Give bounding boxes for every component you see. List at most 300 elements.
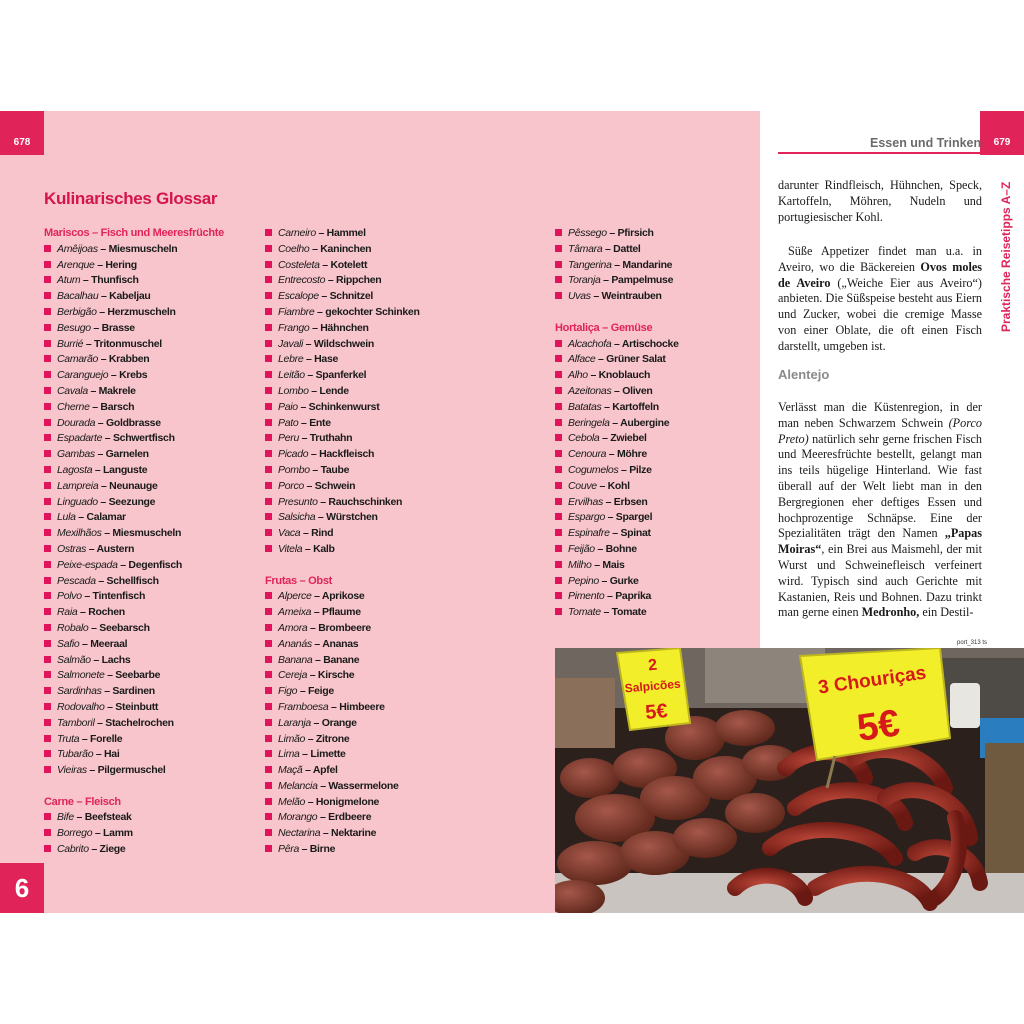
glossary-entry xyxy=(44,716,264,732)
portuguese-term: Paio xyxy=(278,400,298,413)
german-translation: Mandarine xyxy=(622,258,673,271)
portuguese-term: Berbigão xyxy=(57,305,97,318)
entry-dash: – xyxy=(298,416,310,429)
entry-dash: – xyxy=(108,369,120,382)
glossary-entry xyxy=(44,763,264,779)
para3-text-e: , ein Brei aus Maismehl, der mit Wurst und Schweinefleisch verfeinert wird. Typisch sind auch Gerichte mit Kastanien, Reis und Bohnen. Dazu trinkt man gerne einen xyxy=(778,542,982,620)
square-bullet-icon xyxy=(265,434,272,441)
square-bullet-icon xyxy=(555,387,562,394)
entry-dash: – xyxy=(605,511,616,524)
portuguese-term: Cogumelos xyxy=(568,463,619,476)
entry-dash: – xyxy=(611,337,622,350)
portuguese-term: Vitela xyxy=(278,542,303,555)
portuguese-term: Espinafre xyxy=(568,527,610,540)
square-bullet-icon xyxy=(44,245,51,252)
german-translation: Honigmelone xyxy=(315,795,380,808)
square-bullet-icon xyxy=(265,545,272,552)
entry-dash: – xyxy=(94,258,106,271)
entry-dash: – xyxy=(606,448,617,461)
glossary-entry xyxy=(265,258,485,274)
glossary-entry xyxy=(555,352,775,368)
portuguese-term: Tamboril xyxy=(57,716,95,729)
entry-dash: – xyxy=(90,653,102,666)
glossary-entry xyxy=(265,337,485,353)
portuguese-term: Salsicha xyxy=(278,511,316,524)
entry-dash: – xyxy=(98,479,110,492)
entry-dash: – xyxy=(305,795,316,808)
square-bullet-icon xyxy=(265,387,272,394)
entry-dash: – xyxy=(600,606,612,619)
portuguese-term: Amora xyxy=(278,621,308,634)
paragraph-3 xyxy=(778,400,982,621)
glossary-entry xyxy=(555,463,775,479)
german-translation: Lamm xyxy=(103,827,133,840)
glossary-entry xyxy=(265,700,485,716)
square-bullet-icon xyxy=(265,403,272,410)
para2-text-c: („Weiche Eier aus Aveiro“) anbieten. Die Süßspeise besteht aus Eiern und Zucker, wobei die cremige Masse von einer Oblate, die oft einen Fisch darstellt, umgeben ist. xyxy=(778,275,982,353)
portuguese-term: Melancia xyxy=(278,779,318,792)
portuguese-term: Borrego xyxy=(57,827,93,840)
running-header-title: Essen und Trinken xyxy=(870,136,982,150)
glossary-entry xyxy=(265,795,485,811)
glossary-entry xyxy=(44,700,264,716)
entry-dash: – xyxy=(101,527,113,540)
glossary-entry xyxy=(555,605,775,621)
german-translation: Wassermelone xyxy=(328,779,399,792)
entry-dash: – xyxy=(94,716,106,729)
german-translation: Möhre xyxy=(616,448,647,461)
german-translation: Calamar xyxy=(86,511,126,524)
glossary-entry xyxy=(44,305,264,321)
portuguese-term: Gambas xyxy=(57,448,95,461)
square-bullet-icon xyxy=(555,434,562,441)
glossary-entry xyxy=(44,337,264,353)
portuguese-term: Pêssego xyxy=(568,227,607,239)
entry-dash: – xyxy=(73,811,85,824)
glossary-column-2 xyxy=(265,226,485,858)
square-bullet-icon xyxy=(265,498,272,505)
glossary-entry xyxy=(265,416,485,432)
entry-dash: – xyxy=(303,353,315,366)
square-bullet-icon xyxy=(44,324,51,331)
portuguese-term: Milho xyxy=(568,558,592,571)
entry-dash: – xyxy=(299,748,311,761)
portuguese-term: Fiambre xyxy=(278,305,315,318)
glossary-entry xyxy=(265,621,485,637)
entry-dash: – xyxy=(297,400,309,413)
portuguese-term: Burrié xyxy=(57,337,84,350)
square-bullet-icon xyxy=(44,403,51,410)
square-bullet-icon xyxy=(265,340,272,347)
square-bullet-icon xyxy=(265,687,272,694)
square-bullet-icon xyxy=(44,561,51,568)
glossary-entry xyxy=(555,479,775,495)
portuguese-term: Alho xyxy=(568,369,588,382)
entry-dash: – xyxy=(604,590,616,603)
glossary-entry xyxy=(44,826,264,842)
glossary-entry xyxy=(44,653,264,669)
portuguese-term: Polvo xyxy=(57,590,82,603)
entry-dash: – xyxy=(609,416,621,429)
portuguese-term: Raia xyxy=(57,606,78,619)
glossary-entry xyxy=(555,242,775,258)
square-bullet-icon xyxy=(555,466,562,473)
portuguese-term: Bacalhau xyxy=(57,290,99,303)
german-translation: Forelle xyxy=(90,732,123,745)
glossary-entry xyxy=(265,479,485,495)
glossary-entry xyxy=(265,226,485,242)
entry-dash: – xyxy=(318,290,330,303)
glossary-entry xyxy=(265,668,485,684)
german-translation: Birne xyxy=(309,843,336,856)
entry-dash: – xyxy=(97,495,109,508)
square-bullet-icon xyxy=(44,845,51,852)
entry-dash: – xyxy=(311,590,322,603)
glossary-entry xyxy=(44,495,264,511)
entry-dash: – xyxy=(317,811,329,824)
square-bullet-icon xyxy=(265,640,272,647)
square-bullet-icon xyxy=(44,671,51,678)
glossary-entry xyxy=(44,321,264,337)
german-translation: Degenfisch xyxy=(128,558,183,571)
glossary-title: Kulinarisches Glossar xyxy=(44,189,218,208)
entry-dash: – xyxy=(86,542,97,555)
glossary-entry xyxy=(555,495,775,511)
german-translation: Kotelett xyxy=(330,258,368,271)
entry-dash: – xyxy=(320,827,332,840)
glossary-entry xyxy=(555,589,775,605)
entry-dash: – xyxy=(80,274,92,287)
german-translation: Hase xyxy=(314,353,339,366)
german-translation: Knoblauch xyxy=(598,369,651,382)
square-bullet-icon xyxy=(265,719,272,726)
entry-dash: – xyxy=(98,353,109,366)
square-bullet-icon xyxy=(555,608,562,615)
portuguese-term: Linguado xyxy=(57,495,98,508)
para3-text-g: ein Destil- xyxy=(919,605,974,620)
square-bullet-icon xyxy=(44,261,51,268)
portuguese-term: Melão xyxy=(278,795,306,808)
square-bullet-icon xyxy=(44,513,51,520)
entry-dash: – xyxy=(95,416,106,429)
square-bullet-icon xyxy=(44,687,51,694)
square-bullet-icon xyxy=(555,419,562,426)
german-translation: gekochter Schinken xyxy=(325,305,420,318)
portuguese-term: Pato xyxy=(278,416,299,429)
glossary-entry xyxy=(265,637,485,653)
portuguese-term: Dourada xyxy=(57,416,96,429)
portuguese-term: Ameixa xyxy=(278,606,312,619)
german-translation: Banane xyxy=(323,653,360,666)
german-translation: Apfel xyxy=(312,764,338,777)
portuguese-term: Truta xyxy=(57,732,80,745)
entry-dash: – xyxy=(311,637,323,650)
german-translation: Paprika xyxy=(615,590,652,603)
square-bullet-icon xyxy=(555,340,562,347)
glossary-entry xyxy=(265,242,485,258)
square-bullet-icon xyxy=(265,592,272,599)
entry-dash: – xyxy=(88,621,100,634)
glossary-entry xyxy=(265,810,485,826)
german-translation: Neunauge xyxy=(109,479,158,492)
glossary-entry xyxy=(555,510,775,526)
portuguese-term: Tubarão xyxy=(57,748,94,761)
portuguese-term: Entrecosto xyxy=(278,274,326,287)
portuguese-term: Lombo xyxy=(278,384,309,397)
portuguese-term: Lagosta xyxy=(57,463,93,476)
square-bullet-icon xyxy=(44,608,51,615)
german-translation: Schinkenwurst xyxy=(308,400,380,413)
entry-dash: – xyxy=(101,685,113,698)
square-bullet-icon xyxy=(555,371,562,378)
entry-dash: – xyxy=(96,305,108,318)
paragraph-1: darunter Rindfleisch, Hühnchen, Speck, Kartoffeln, Möhren, Nudeln und portugiesischer Kohl. xyxy=(778,178,982,224)
entry-dash: – xyxy=(94,448,106,461)
german-translation: Spanferkel xyxy=(315,369,367,382)
glossary-entry xyxy=(265,747,485,763)
portuguese-term: Carneiro xyxy=(278,227,316,239)
portuguese-term: Presunto xyxy=(278,495,318,508)
glossary-entry xyxy=(265,431,485,447)
entry-dash: – xyxy=(317,779,329,792)
glossary-section-heading: Carne – Fleisch xyxy=(44,795,121,808)
glossary-entry xyxy=(44,621,264,637)
glossary-entry xyxy=(44,637,264,653)
german-translation: Tintenfisch xyxy=(92,590,146,603)
glossary-entry xyxy=(44,242,264,258)
portuguese-term: Frango xyxy=(278,321,310,334)
glossary-entry xyxy=(555,337,775,353)
portuguese-term: Arenque xyxy=(57,258,95,271)
entry-dash: – xyxy=(325,274,336,287)
entry-dash: – xyxy=(302,764,313,777)
square-bullet-icon xyxy=(44,703,51,710)
entry-dash: – xyxy=(606,227,618,239)
square-bullet-icon xyxy=(555,577,562,584)
portuguese-term: Uvas xyxy=(568,290,591,303)
portuguese-term: Peixe-espada xyxy=(57,558,118,571)
glossary-entry xyxy=(555,289,775,305)
portuguese-term: Maçã xyxy=(278,764,303,777)
portuguese-term: Couve xyxy=(568,479,597,492)
german-translation: Seebarbe xyxy=(115,669,161,682)
entry-dash: – xyxy=(309,463,321,476)
glossary-entry xyxy=(44,589,264,605)
square-bullet-icon xyxy=(555,545,562,552)
glossary-entry xyxy=(44,289,264,305)
entry-dash: – xyxy=(595,353,607,366)
square-bullet-icon xyxy=(265,229,272,236)
portuguese-term: Picado xyxy=(278,448,309,461)
entry-dash: – xyxy=(307,621,319,634)
entry-dash: – xyxy=(311,606,322,619)
portuguese-term: Atum xyxy=(57,274,81,287)
portuguese-term: Pombo xyxy=(278,463,310,476)
section-spacer xyxy=(265,558,485,574)
german-translation: Weintrauben xyxy=(601,290,662,303)
section-spacer xyxy=(555,305,775,321)
german-translation: Ananas xyxy=(322,637,359,650)
entry-dash: – xyxy=(598,574,610,587)
entry-dash: – xyxy=(601,400,613,413)
entry-dash: – xyxy=(102,432,113,445)
german-translation: Grüner Salat xyxy=(606,353,666,366)
portuguese-term: Leitão xyxy=(278,369,305,382)
square-bullet-icon xyxy=(555,513,562,520)
german-translation: Aprikose xyxy=(321,590,365,603)
entry-dash: – xyxy=(81,590,93,603)
square-bullet-icon xyxy=(265,782,272,789)
german-translation: Pampelmuse xyxy=(611,274,674,287)
portuguese-term: Porco xyxy=(278,479,304,492)
sign-left-line1: 2 xyxy=(647,656,658,675)
glossary-section-heading: Hortaliça – Gemüse xyxy=(555,321,653,334)
glossary-section-heading: Mariscos – Fisch und Meeresfrüchte xyxy=(44,227,224,239)
glossary-entry xyxy=(265,352,485,368)
chapter-number-tab: 6 xyxy=(0,863,44,913)
glossary-entry xyxy=(44,368,264,384)
german-translation: Hähnchen xyxy=(320,321,369,334)
para3-text-a: Verlässt man die Küstenregion, in der man neben Schwarzem Schwein xyxy=(778,400,982,430)
glossary-entry xyxy=(265,605,485,621)
square-bullet-icon xyxy=(44,371,51,378)
square-bullet-icon xyxy=(265,845,272,852)
para3-bold-medronho: Medronho, xyxy=(861,605,920,620)
entry-dash: – xyxy=(611,384,623,397)
portuguese-term: Costeleta xyxy=(278,258,320,271)
entry-dash: – xyxy=(602,495,614,508)
entry-dash: – xyxy=(303,337,314,350)
german-translation: Kalb xyxy=(313,542,335,555)
portuguese-term: Alcachofa xyxy=(568,337,612,350)
german-translation: Limette xyxy=(310,748,346,761)
german-translation: Kohl xyxy=(607,479,630,492)
portuguese-term: Pêra xyxy=(278,843,299,856)
para2-bold-ovos-moles: Ovos moles de Aveiro xyxy=(778,259,982,290)
portuguese-term: Salmão xyxy=(57,653,91,666)
entry-dash: – xyxy=(304,369,316,382)
portuguese-term: Nectarina xyxy=(278,827,321,840)
portuguese-term: Cherne xyxy=(57,400,90,413)
german-translation: Feige xyxy=(308,685,334,698)
german-translation: Kartoffeln xyxy=(612,400,659,413)
portuguese-term: Toranja xyxy=(568,274,601,287)
entry-dash: – xyxy=(312,653,324,666)
square-bullet-icon xyxy=(265,276,272,283)
portuguese-term: Ervilhas xyxy=(568,495,603,508)
german-translation: Himbeere xyxy=(339,700,385,713)
german-translation: Wildschwein xyxy=(313,337,375,350)
portuguese-term: Laranja xyxy=(278,716,311,729)
glossary-entry xyxy=(44,842,264,858)
square-bullet-icon xyxy=(265,829,272,836)
entry-dash: – xyxy=(75,511,87,524)
german-translation: Rippchen xyxy=(335,274,382,287)
portuguese-term: Bife xyxy=(57,811,74,824)
square-bullet-icon xyxy=(265,624,272,631)
square-bullet-icon xyxy=(265,324,272,331)
side-tab-label: Praktische Reisetipps A–Z xyxy=(999,181,1013,332)
german-translation: Rauchschinken xyxy=(328,495,403,508)
german-translation: Hai xyxy=(104,748,120,761)
glossary-entry xyxy=(265,732,485,748)
glossary-entry xyxy=(44,447,264,463)
entry-dash: – xyxy=(317,495,329,508)
entry-dash: – xyxy=(587,369,599,382)
square-bullet-icon xyxy=(265,419,272,426)
square-bullet-icon xyxy=(265,355,272,362)
portuguese-term: Banana xyxy=(278,653,313,666)
portuguese-term: Lula xyxy=(57,511,76,524)
portuguese-term: Cabrito xyxy=(57,843,89,856)
square-bullet-icon xyxy=(555,498,562,505)
german-translation: Beefsteak xyxy=(84,811,132,824)
german-translation: Rochen xyxy=(88,606,125,619)
portuguese-term: Batatas xyxy=(568,400,602,413)
portuguese-term: Limão xyxy=(278,732,306,745)
portuguese-term: Cavala xyxy=(57,384,88,397)
german-translation: Hering xyxy=(105,258,137,271)
german-translation: Aubergine xyxy=(620,416,670,429)
entry-dash: – xyxy=(83,337,94,350)
german-translation: Pflaume xyxy=(322,606,361,619)
entry-dash: – xyxy=(319,258,331,271)
square-bullet-icon xyxy=(44,640,51,647)
german-translation: Goldbrasse xyxy=(105,416,161,429)
entry-dash: – xyxy=(79,637,91,650)
glossary-entry xyxy=(44,668,264,684)
entry-dash: – xyxy=(596,479,608,492)
square-bullet-icon xyxy=(265,735,272,742)
portuguese-term: Beringela xyxy=(568,416,610,429)
entry-dash: – xyxy=(328,700,340,713)
entry-dash: – xyxy=(600,274,612,287)
square-bullet-icon xyxy=(265,261,272,268)
square-bullet-icon xyxy=(44,545,51,552)
german-translation: Sardinen xyxy=(112,685,155,698)
entry-dash: – xyxy=(90,321,102,334)
portuguese-term: Lampreia xyxy=(57,479,99,492)
german-translation: Ziege xyxy=(99,843,126,856)
glossary-entry xyxy=(555,226,775,242)
german-translation: Brombeere xyxy=(318,621,371,634)
portuguese-term: Ostras xyxy=(57,542,87,555)
square-bullet-icon xyxy=(44,750,51,757)
entry-dash: – xyxy=(117,558,129,571)
glossary-entry xyxy=(265,589,485,605)
entry-dash: – xyxy=(315,227,327,239)
entry-dash: – xyxy=(92,463,104,476)
square-bullet-icon xyxy=(44,719,51,726)
portuguese-term: Espadarte xyxy=(57,432,103,445)
square-bullet-icon xyxy=(555,450,562,457)
german-translation: Erbsen xyxy=(613,495,648,508)
square-bullet-icon xyxy=(44,656,51,663)
square-bullet-icon xyxy=(44,813,51,820)
glossary-entry xyxy=(265,273,485,289)
paragraph-2 xyxy=(778,244,982,355)
square-bullet-icon xyxy=(555,292,562,299)
glossary-entry xyxy=(44,510,264,526)
glossary-entry xyxy=(265,368,485,384)
glossary-entry xyxy=(265,653,485,669)
para2-text-a: Süße Appetizer findet man u.a. in Aveiro, wo die Bäckereien xyxy=(778,244,982,274)
sign-salpicoes xyxy=(617,648,690,730)
glossary-entry xyxy=(265,447,485,463)
german-translation: Kirsche xyxy=(317,669,355,682)
glossary-entry xyxy=(555,384,775,400)
entry-dash: – xyxy=(599,432,611,445)
